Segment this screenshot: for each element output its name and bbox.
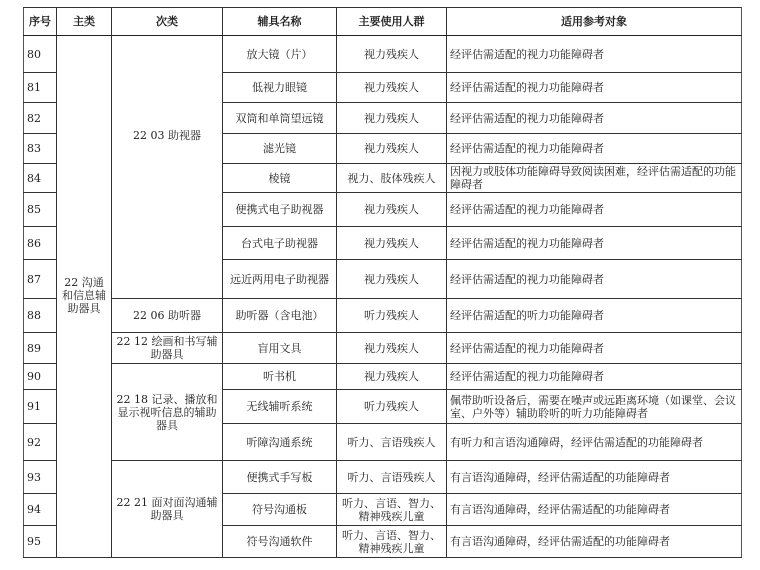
device-target: 经评估需适配的听力功能障碍者 — [447, 299, 742, 333]
device-name: 滤光镜 — [223, 134, 337, 164]
device-target: 有听力和言语沟通障碍，经评估需适配的功能障碍者 — [447, 424, 742, 461]
row-number: 91 — [24, 390, 57, 424]
sub-category-label: 22 12 绘画和书写辅助器具 — [116, 335, 218, 361]
sub-category-label: 22 21 面对面沟通辅助器具 — [116, 496, 218, 522]
row-number: 85 — [24, 193, 57, 227]
table-row — [24, 36, 742, 73]
row-number: 87 — [24, 260, 57, 299]
device-target: 经评估需适配的视力功能障碍者 — [447, 333, 742, 364]
device-target: 有言语沟通障碍，经评估需适配的功能障碍者 — [447, 526, 742, 558]
header-sub-category: 次类 — [112, 8, 223, 36]
sub-category-cell — [112, 461, 223, 558]
device-name: 听书机 — [223, 364, 337, 390]
main-category-cell — [57, 36, 112, 558]
device-name: 助听器（含电池） — [223, 299, 337, 333]
device-users: 视力残疾人 — [337, 103, 447, 134]
row-number: 94 — [24, 494, 57, 526]
sub-category-cell — [112, 333, 223, 364]
sub-category-label: 22 18 记录、播放和显示视听信息的辅助器具 — [116, 392, 218, 432]
device-users: 视力残疾人 — [337, 227, 447, 260]
row-number: 93 — [24, 461, 57, 494]
device-target: 因视力或肢体功能障碍导致阅读困难，经评估需适配的功能障碍者 — [447, 164, 742, 193]
device-users: 听力、言语残疾人 — [337, 461, 447, 494]
header-main-category: 主类 — [57, 8, 112, 36]
device-users: 听力、言语残疾人 — [337, 424, 447, 461]
device-name: 低视力眼镜 — [223, 73, 337, 103]
header-main-users: 主要使用人群 — [337, 8, 447, 36]
device-name: 远近两用电子助视器 — [223, 260, 337, 299]
device-users: 听力残疾人 — [337, 299, 447, 333]
table-row — [24, 461, 742, 494]
device-target: 经评估需适配的视力功能障碍者 — [447, 227, 742, 260]
device-users: 听力、言语、智力、精神残疾儿童 — [337, 526, 447, 558]
header-device-name: 辅具名称 — [223, 8, 337, 36]
device-name: 无线辅听系统 — [223, 390, 337, 424]
assistive-devices-table — [23, 7, 742, 558]
table-row — [24, 333, 742, 364]
device-target: 经评估需适配的视力功能障碍者 — [447, 134, 742, 164]
device-name: 符号沟通软件 — [223, 526, 337, 558]
device-name: 放大镜（片） — [223, 36, 337, 73]
sub-category-label: 22 03 助视器 — [133, 129, 201, 142]
header-row — [24, 8, 742, 36]
device-target: 经评估需适配的视力功能障碍者 — [447, 364, 742, 390]
table-row — [24, 299, 742, 333]
device-users: 视力残疾人 — [337, 73, 447, 103]
device-name: 便携式电子助视器 — [223, 193, 337, 227]
device-users: 听力、言语、智力、精神残疾儿童 — [337, 494, 447, 526]
device-target: 经评估需适配的视力功能障碍者 — [447, 193, 742, 227]
sub-category-cell — [112, 364, 223, 461]
sub-category-cell — [112, 299, 223, 333]
row-number: 80 — [24, 36, 57, 73]
row-number: 95 — [24, 526, 57, 558]
device-users: 视力残疾人 — [337, 36, 447, 73]
row-number: 90 — [24, 364, 57, 390]
device-name: 听障沟通系统 — [223, 424, 337, 461]
header-no: 序号 — [24, 8, 57, 36]
device-name: 台式电子助视器 — [223, 227, 337, 260]
table-row — [24, 364, 742, 390]
sub-category-cell — [112, 36, 223, 299]
device-users: 听力残疾人 — [337, 390, 447, 424]
device-users: 视力、肢体残疾人 — [337, 164, 447, 193]
device-name: 棱镜 — [223, 164, 337, 193]
device-users: 视力残疾人 — [337, 333, 447, 364]
row-number: 92 — [24, 424, 57, 461]
row-number: 84 — [24, 164, 57, 193]
device-users: 视力残疾人 — [337, 193, 447, 227]
device-target: 经评估需适配的视力功能障碍者 — [447, 103, 742, 134]
device-target: 有言语沟通障碍，经评估需适配的功能障碍者 — [447, 461, 742, 494]
device-name: 便携式手写板 — [223, 461, 337, 494]
device-target: 经评估需适配的视力功能障碍者 — [447, 73, 742, 103]
row-number: 86 — [24, 227, 57, 260]
row-number: 81 — [24, 73, 57, 103]
row-number: 89 — [24, 333, 57, 364]
device-target: 佩带助听设备后，需要在噪声或远距离环境（如课堂、会议室、户外等）辅助聆听的听力功能障碍者 — [447, 390, 742, 424]
sub-category-label: 22 06 助听器 — [133, 309, 201, 322]
header-target: 适用参考对象 — [447, 8, 742, 36]
row-number: 82 — [24, 103, 57, 134]
device-users: 视力残疾人 — [337, 134, 447, 164]
device-target: 经评估需适配的视力功能障碍者 — [447, 260, 742, 299]
device-users: 视力残疾人 — [337, 364, 447, 390]
device-target: 经评估需适配的视力功能障碍者 — [447, 36, 742, 73]
device-name: 盲用文具 — [223, 333, 337, 364]
device-users: 视力残疾人 — [337, 260, 447, 299]
row-number: 83 — [24, 134, 57, 164]
row-number: 88 — [24, 299, 57, 333]
device-name: 符号沟通板 — [223, 494, 337, 526]
device-target: 有言语沟通障碍，经评估需适配的功能障碍者 — [447, 494, 742, 526]
main-category-label: 22 沟通和信息辅助器具 — [62, 276, 106, 315]
device-name: 双筒和单筒望远镜 — [223, 103, 337, 134]
